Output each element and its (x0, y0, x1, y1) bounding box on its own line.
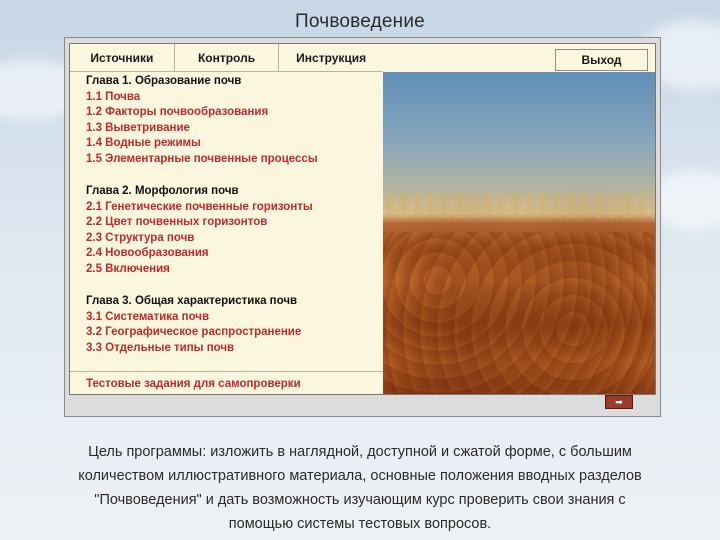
control-button[interactable]: Контроль (175, 44, 280, 71)
program-description: Цель программы: изложить в наглядной, доступной и сжатой форме, с большим количеством иллюстративного материала, основные положения вводных разделов "Почвоведения" и дать возможность изучающим курс проверить свои знания с помощью системы тестовых вопросов. (78, 444, 642, 532)
chapter-title: Глава 3. Общая характеристика почв (86, 295, 298, 307)
chapter-2 (86, 184, 383, 277)
toc-link[interactable]: 2.4 Новообразования (86, 247, 209, 259)
toc-link[interactable]: 3.1 Систематика почв (86, 310, 210, 323)
page-title: Почвоведение (295, 11, 425, 32)
top-nav (70, 44, 383, 72)
toc-link[interactable]: 1.1 Почва (86, 90, 141, 103)
exit-button[interactable]: Выход (555, 49, 648, 71)
table-of-contents (70, 72, 383, 360)
instruction-button[interactable]: Инструкция (279, 44, 383, 71)
toc-link[interactable]: 2.2 Цвет почвенных горизонтов (86, 216, 268, 228)
tree-line (383, 192, 655, 218)
toc-link[interactable]: 1.2 Факторы почвообразования (86, 106, 269, 118)
chapter-title: Глава 1. Образование почв (86, 75, 242, 87)
chapter-3 (86, 294, 383, 356)
toc-link[interactable]: 1.5 Элементарные почвенные процессы (86, 152, 318, 165)
toc-link[interactable]: 2.1 Генетические почвенные горизонты (86, 200, 313, 213)
tests-link[interactable]: Тестовые задания для самопроверки (70, 371, 383, 395)
sources-button[interactable]: Источники (70, 44, 175, 71)
plowed-soil (383, 232, 655, 394)
toc-link[interactable]: 1.3 Выветривание (86, 121, 190, 134)
toc-link[interactable]: 2.3 Структура почв (86, 231, 195, 244)
chapter-1 (86, 74, 383, 167)
toc-link[interactable]: 3.3 Отдельные типы почв (86, 341, 235, 354)
toc-link[interactable]: 3.2 Географическое распространение (86, 326, 302, 338)
next-arrow-button[interactable]: ➡ (605, 395, 633, 409)
toc-link[interactable]: 2.5 Включения (86, 262, 170, 275)
toc-link[interactable]: 1.4 Водные режимы (86, 137, 201, 149)
chapter-title: Глава 2. Морфология почв (86, 185, 239, 197)
app-window (64, 37, 661, 417)
content-frame (69, 43, 656, 395)
soil-field-photo (383, 72, 655, 394)
